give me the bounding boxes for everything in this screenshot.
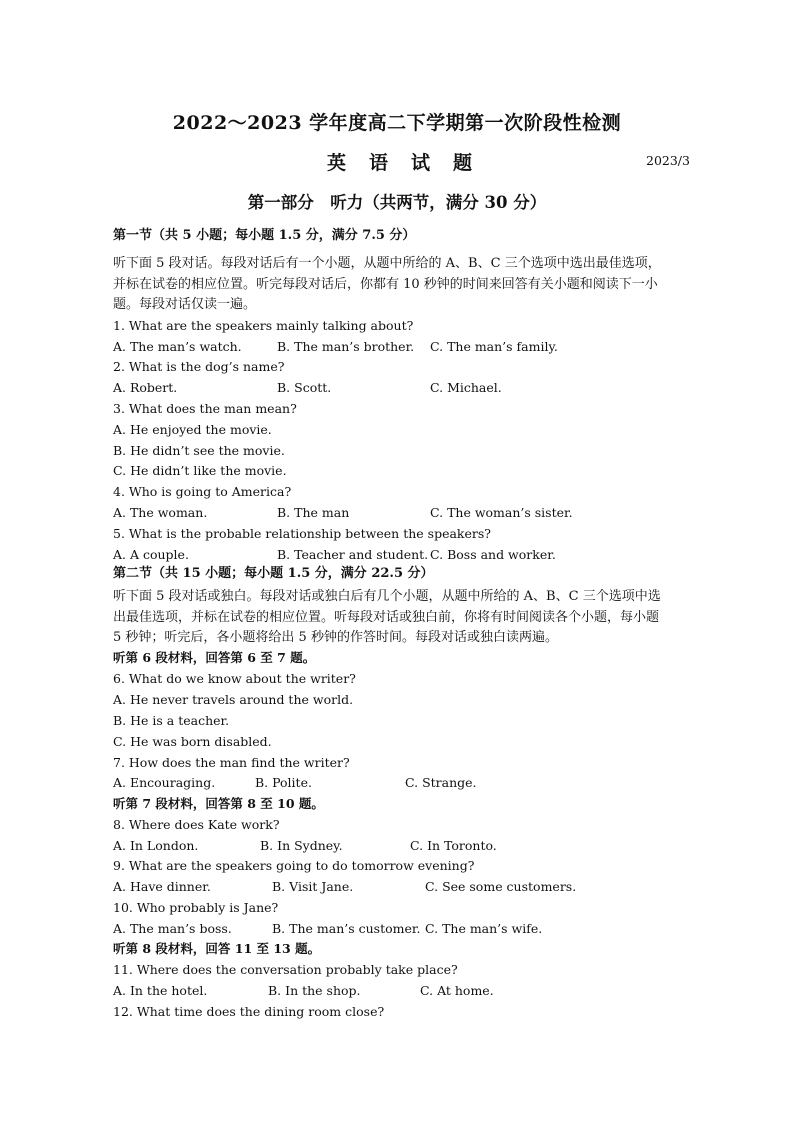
subject-char: 英 (327, 152, 350, 174)
option-c: C. He didn’t like the movie. (113, 463, 287, 478)
question-stem: 11. Where does the conversation probably take place? (113, 962, 458, 977)
material-heading: 听第 7 段材料，回答第 8 至 10 题。 (113, 796, 324, 811)
option-c: C. Strange. (405, 775, 477, 790)
subject-char: 题 (453, 152, 476, 174)
option-c: C. In Toronto. (410, 838, 497, 853)
section2-heading: 第二节（共 15 小题；每小题 1.5 分，满分 22.5 分） (113, 566, 434, 581)
question-stem: 6. What do we know about the writer? (113, 671, 356, 686)
option-a: A. The man’s watch. (113, 339, 242, 354)
option-c: C. The man’s family. (430, 339, 558, 354)
option-a: A. The man’s boss. (113, 921, 232, 936)
option-a: A. Robert. (113, 380, 178, 395)
question-stem: 3. What does the man mean? (113, 401, 297, 416)
material-heading: 听第 6 段材料，回答第 6 至 7 题。 (113, 650, 316, 665)
option-c: C. At home. (420, 983, 494, 998)
option-a: A. In London. (113, 838, 199, 853)
question-stem: 2. What is the dog’s name? (113, 359, 285, 374)
question-stem: 10. Who probably is Jane? (113, 900, 279, 915)
question-stem: 9. What are the speakers going to do tomorrow evening? (113, 858, 475, 873)
section2-instructions (113, 587, 703, 649)
instruction-line: 出最佳选项，并标在试卷的相应位置。听每段对话或独白前，你将有时间阅读各个小题，每小题 (113, 609, 660, 625)
instruction-line: 听下面 5 段对话或独白。每段对话或独白后有几个小题，从题中所给的 A、B、C 三个选项中选 (113, 589, 661, 604)
option-a: A. He never travels around the world. (113, 692, 354, 707)
option-b: B. The man’s brother. (277, 339, 415, 354)
subject-title (327, 148, 495, 175)
option-a: A. A couple. (113, 547, 189, 562)
option-a: A. He enjoyed the movie. (113, 422, 272, 437)
option-c: C. Michael. (430, 380, 502, 395)
option-b: B. In the shop. (268, 983, 361, 998)
option-a: A. The woman. (113, 505, 208, 520)
section1-heading: 第一节（共 5 小题；每小题 1.5 分，满分 7.5 分） (113, 228, 416, 243)
option-b: B. Scott. (277, 380, 332, 395)
question-stem: 7. How does the man find the writer? (113, 755, 350, 770)
subject-char: 语 (369, 152, 392, 174)
instruction-line: 并标在试卷的相应位置。听完每段对话后，你都有 10 秒钟的时间来回答有关小题和阅读下一小 (113, 276, 658, 292)
exam-title: 2022～2023 学年度高二下学期第一次阶段性检测 (172, 112, 622, 134)
question-stem: 1. What are the speakers mainly talking about? (113, 318, 414, 333)
option-c: C. The woman’s sister. (430, 505, 573, 520)
option-b: B. Visit Jane. (272, 879, 354, 894)
option-b: B. Polite. (255, 775, 312, 790)
section1-instructions (113, 254, 703, 316)
option-c: C. The man’s wife. (425, 921, 543, 936)
option-b: B. In Sydney. (260, 838, 343, 853)
exam-date: 2023/3 (646, 153, 690, 168)
part-title: 第一部分 听力（共两节，满分 30 分） (247, 193, 547, 212)
option-b: B. He is a teacher. (113, 713, 230, 728)
option-b: B. The man’s customer. (272, 921, 421, 936)
material-heading: 听第 8 段材料，回答 11 至 13 题。 (113, 941, 321, 956)
instruction-line: 听下面 5 段对话。每段对话后有一个小题，从题中所给的 A、B、C 三个选项中选出最佳选项， (113, 256, 661, 271)
question-stem: 4. Who is going to America? (113, 484, 292, 499)
option-b: B. Teacher and student. (277, 547, 429, 562)
option-c: C. Boss and worker. (430, 547, 556, 562)
option-a: A. Have dinner. (113, 879, 211, 894)
instruction-line: 5 秒钟；听完后，各小题将给出 5 秒钟的作答时间。每段对话或独白读两遍。 (113, 630, 558, 646)
option-b: B. The man (277, 505, 350, 520)
instruction-line: 题。每段对话仅读一遍。 (113, 297, 257, 313)
question-stem: 8. Where does Kate work? (113, 817, 280, 832)
option-c: C. He was born disabled. (113, 734, 272, 749)
option-c: C. See some customers. (425, 879, 577, 894)
question-stem: 12. What time does the dining room close? (113, 1004, 385, 1019)
option-a: A. Encouraging. (113, 775, 216, 790)
option-b: B. He didn’t see the movie. (113, 443, 285, 458)
question-stem: 5. What is the probable relationship between the speakers? (113, 526, 491, 541)
option-a: A. In the hotel. (113, 983, 208, 998)
subject-char: 试 (411, 152, 434, 174)
